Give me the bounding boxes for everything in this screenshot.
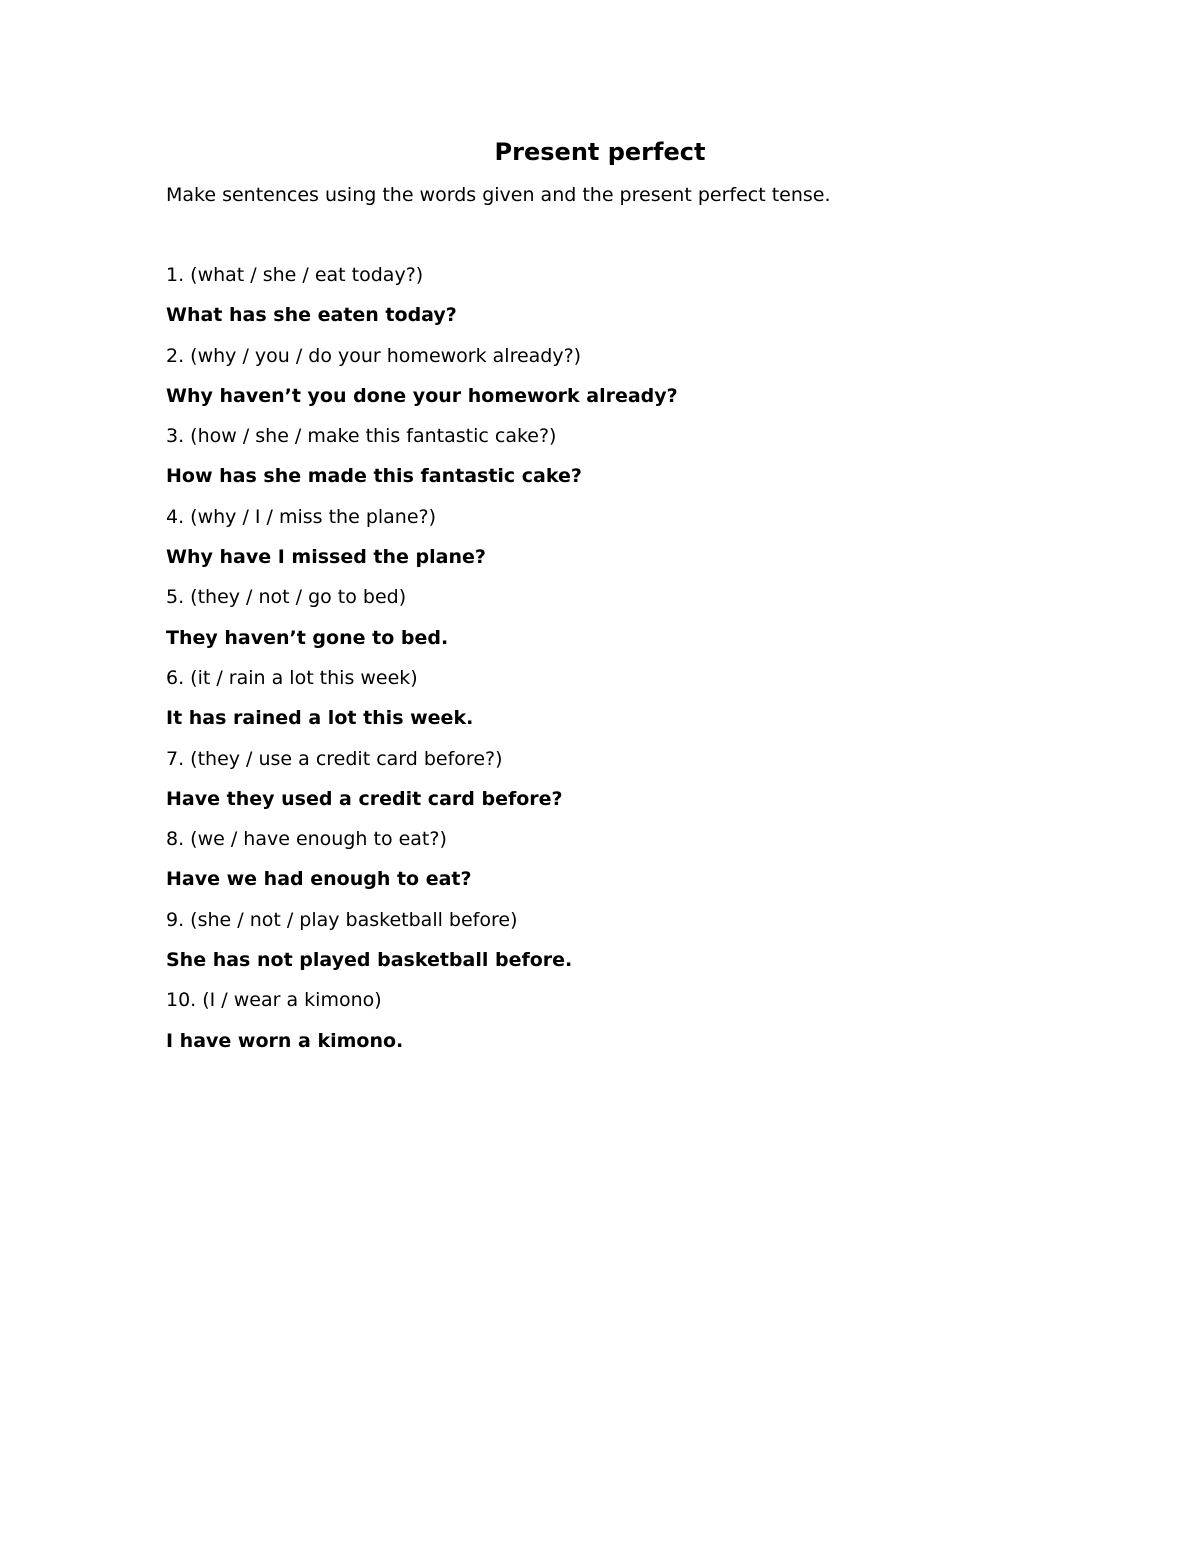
exercise-item-3 xyxy=(166,422,678,503)
exercise-prompt: 5. (they / not / go to bed) xyxy=(166,586,407,609)
exercise-prompt: 1. (what / she / eat today?) xyxy=(166,264,424,286)
exercise-answer: Have we had enough to eat? xyxy=(166,868,472,891)
exercise-item-6 xyxy=(166,664,678,745)
exercise-prompt: 7. (they / use a credit card before?) xyxy=(166,747,503,770)
instructions: Make sentences using the words given and the present perfect tense. xyxy=(166,184,831,206)
exercise-prompt: 6. (it / rain a lot this week) xyxy=(166,666,418,689)
exercise-prompt: 9. (she / not / play basketball before) xyxy=(166,908,518,931)
exercise-answer: It has rained a lot this week. xyxy=(166,707,474,730)
exercise-item-4 xyxy=(166,503,678,584)
exercise-item-2 xyxy=(166,342,678,423)
exercise-answer: I have worn a kimono. xyxy=(166,1029,404,1052)
exercise-item-5 xyxy=(166,583,678,664)
exercise-prompt: 10. (I / wear a kimono) xyxy=(166,989,382,1012)
exercise-item-9 xyxy=(166,906,678,987)
exercise-answer: They haven’t gone to bed. xyxy=(166,626,449,649)
exercise-answer: How has she made this fantastic cake? xyxy=(166,465,582,488)
exercise-list xyxy=(166,261,678,1067)
exercise-answer: Why haven’t you done your homework already? xyxy=(166,384,678,407)
exercise-prompt: 4. (why / I / miss the plane?) xyxy=(166,505,437,528)
exercise-item-7 xyxy=(166,745,678,826)
exercise-answer: Have they used a credit card before? xyxy=(166,787,563,810)
exercise-item-10 xyxy=(166,986,678,1067)
document-title: Present perfect xyxy=(494,138,706,166)
exercise-prompt: 3. (how / she / make this fantastic cake?) xyxy=(166,425,557,448)
exercise-answer: Why have I missed the plane? xyxy=(166,546,486,569)
exercise-item-8 xyxy=(166,825,678,906)
exercise-item-1 xyxy=(166,261,678,342)
exercise-prompt: 8. (we / have enough to eat?) xyxy=(166,828,447,851)
exercise-prompt: 2. (why / you / do your homework already?) xyxy=(166,344,582,367)
exercise-answer: She has not played basketball before. xyxy=(166,949,573,972)
exercise-answer: What has she eaten today? xyxy=(166,304,457,327)
